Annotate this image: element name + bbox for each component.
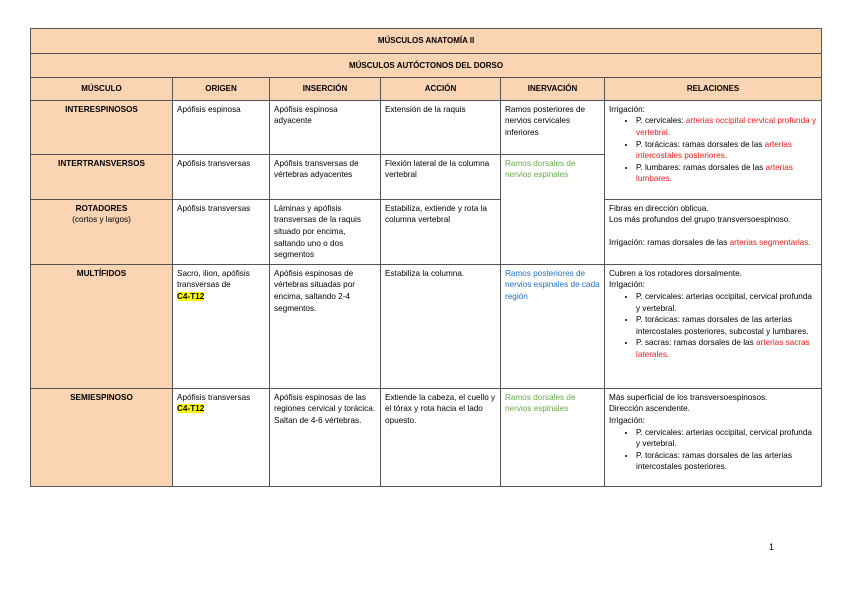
header-inervacion: INERVACIÓN — [501, 78, 605, 101]
accion-cell: Extiende la cabeza, el cuello y el tórax y rota hacia el lado opuesto. — [381, 388, 501, 486]
header-origen: ORIGEN — [173, 78, 270, 101]
inervacion-cell: Ramos posteriores de nervios cervicales inferiores — [501, 100, 605, 154]
table-row — [31, 388, 822, 486]
table-title: MÚSCULOS ANATOMÍA II — [31, 29, 822, 54]
table-row — [31, 264, 822, 388]
muscle-name: INTERTRANSVERSOS — [31, 154, 173, 199]
table-subtitle: MÚSCULOS AUTÓCTONOS DEL DORSO — [31, 53, 822, 78]
inervacion-cell: Ramos dorsales de nervios espinales — [501, 154, 605, 199]
text-line: Cubren a los rotadores dorsalmente. — [609, 268, 742, 278]
text-line: Más superficial de los transversoespinosos. — [609, 392, 768, 402]
list-item: • P. cervicales: arterias occipital cervical profunda y vertebral. — [636, 115, 817, 138]
text-line: Fibras en dirección oblicua. — [609, 203, 709, 213]
irrigacion-list — [609, 291, 817, 361]
list-item: • P. torácicas: ramas dorsales de las arterias intercostales posteriores, subcostal y lumbares. — [636, 314, 817, 337]
accion-cell: Flexión lateral de la columna vertebral — [381, 154, 501, 199]
page-number: 1 — [769, 542, 775, 552]
table-row — [31, 100, 822, 154]
list-item: • P. torácicas: ramas dorsales de las arterias intercostales posteriores. — [636, 139, 817, 162]
list-item: • P. torácicas: ramas dorsales de las arterias intercostales posteriores. — [636, 450, 817, 473]
insercion-cell: Apófisis espinosas de vértebras situadas por encima, saltando 2-4 segmentos. — [270, 264, 381, 388]
table-row — [31, 199, 822, 264]
inervacion-cell: Ramos dorsales de nervios espinales — [501, 388, 605, 486]
inervacion-cell — [501, 199, 605, 264]
insercion-cell: Apófisis transversas de vértebras adyacentes — [270, 154, 381, 199]
header-accion: ACCIÓN — [381, 78, 501, 101]
list-item: • P. cervicales: arterias occipital, cervical profunda y vertebral. — [636, 291, 817, 314]
muscle-name: SEMIESPINOSO — [31, 388, 173, 486]
list-item: • P. sacras: ramas dorsales de las arterias sacras laterales. — [636, 337, 817, 360]
accion-cell: Extensión de la raquis — [381, 100, 501, 154]
irrigacion-label: Irrigación: — [609, 104, 645, 114]
irrigacion-list — [609, 115, 817, 185]
list-item: • P. cervicales: arterias occipital, cervical profunda y vertebral. — [636, 427, 817, 450]
relaciones-cell — [605, 388, 822, 486]
highlight-level: C4-T12 — [177, 404, 205, 414]
list-item: • P. lumbares: ramas dorsales de las arterias lumbares. — [636, 162, 817, 185]
irrigacion-label: Irrigación: — [609, 415, 645, 425]
inervacion-cell: Ramos posteriores de nervios espinales de cada región — [501, 264, 605, 388]
relaciones-cell — [605, 264, 822, 388]
relaciones-cell — [605, 100, 822, 199]
relaciones-cell — [605, 199, 822, 264]
header-insercion: INSERCIÓN — [270, 78, 381, 101]
origen-cell: Apófisis espinosa — [173, 100, 270, 154]
highlight-level: C4-T12 — [177, 291, 205, 301]
text-line: Irrigación: ramas dorsales de las arterias segmentarias. — [609, 237, 811, 247]
muscle-name: ROTADORES (cortos y largos) — [31, 199, 173, 264]
muscle-name: INTERESPINOSOS — [31, 100, 173, 154]
text-line: Los más profundos del grupo transversoespinoso. — [609, 215, 791, 225]
origen-cell: Apófisis transversas C4-T12 — [173, 388, 270, 486]
origen-cell: Sacro, ilion, apófisis transversas de C4-T12 — [173, 264, 270, 388]
insercion-cell: Láminas y apófisis transversas de la raquis situado por encima, saltando uno o dos segmentos — [270, 199, 381, 264]
irrigacion-list — [609, 427, 817, 473]
insercion-cell: Apófisis espinosa adyacente — [270, 100, 381, 154]
header-musculo: MÚSCULO — [31, 78, 173, 101]
muscles-table — [30, 28, 822, 487]
accion-cell: Estabiliza la columna. — [381, 264, 501, 388]
muscle-name: MULTÍFIDOS — [31, 264, 173, 388]
origen-cell: Apófisis transversas — [173, 199, 270, 264]
header-relaciones: RELACIONES — [605, 78, 822, 101]
origen-cell: Apófisis transversas — [173, 154, 270, 199]
muscle-subname: (cortos y largos) — [72, 215, 131, 225]
accion-cell: Estabiliza, extiende y rota la columna vertebral — [381, 199, 501, 264]
insercion-cell: Apófisis espinosas de las regiones cervical y torácica. Saltan de 4-6 vértebras. — [270, 388, 381, 486]
irrigacion-label: Irrigación: — [609, 280, 645, 290]
text-line: Dirección ascendente. — [609, 404, 691, 414]
